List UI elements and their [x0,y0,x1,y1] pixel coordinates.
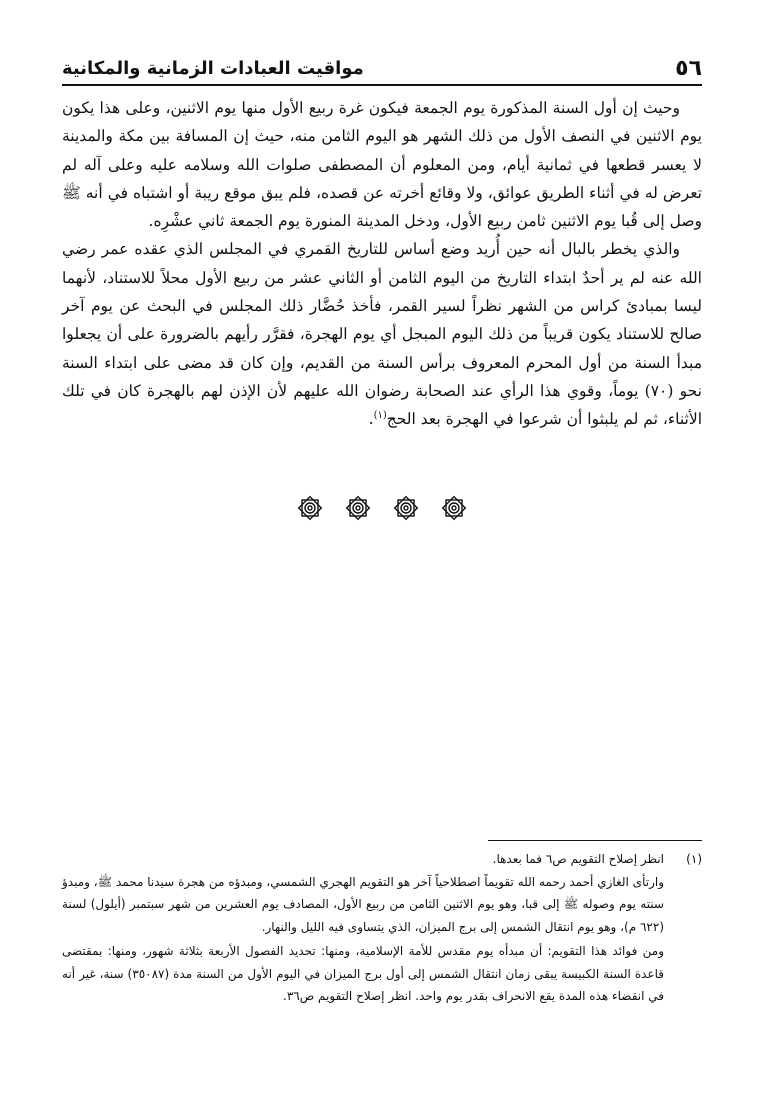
footnotes [62,848,702,1008]
ornament-icon [343,493,373,523]
footnote-paragraph: ومن فوائد هذا التقويم: أن مبدأه يوم مقدس للأمة الإسلامية، ومنها: تحديد الفصول الأربعة بثلاثة شهور، ومنها: بمقتضى قاعدة السنة الكبيسة يبقى زمان انتقال الشمس إلى أول برج الميزان في اليوم الأول من السنة مدة (٣٥٠٨٧) سنة، غير أنه في انقضاء هذه المدة يقع الانحراف بقدر يوم واحد. انظر إصلاح التقويم ص٣٦. [62,944,665,1003]
ornament-icon [391,493,421,523]
running-title: مواقيت العبادات الزمانية والمكانية [62,57,364,79]
body-text [62,94,702,434]
footnote-paragraph: وارتأى الغازي أحمد رحمه الله تقويماً اصطلاحياً آخر هو التقويم الهجري الشمسي، ومبدؤه من هجرة سيدنا محمد ﷺ، ومبدؤ سنته يوم وصوله ﷺ إلى قبا، وهو يوم الاثنين الثامن من ربيع الأول، المصادف يوم العشرين من شهر سبتمبر (أيلول) لسنة (٦٢٢ م)، وهو يوم انتقال الشمس إلى برج الميزان، الذي يتساوى فيه الليل والنهار. [62,874,664,934]
body-paragraph: وحيث إن أول السنة المذكورة يوم الجمعة فيكون غرة ربيع الأول منها يوم الاثنين، وعلى هذا يكون يوم الاثنين في النصف الأول من ذلك الشهر هو اليوم الثامن منه، حيث إن المسافة بين مكة والمدينة لا يعسر قطعها في ثمانية أيام، ومن المعلوم أن المصطفى صلوات الله وسلامه عليه وعلى آله لم تعرض له في أثناء الطريق عوائق، ولا وقائع أخرته عن قصده، فلم يبق موقع ريبة أو اشتباه في أنه ﷺ وصل إلى قُبا يوم الاثنين ثامن ربيع الأول، ودخل المدينة المنورة يوم الجمعة ثاني عشْرِه. [62,99,702,231]
section-divider [62,493,702,525]
closing-period: . [368,410,374,429]
paragraph-text: والذي يخطر بالبال أنه حين أُريد وضع أساس للتاريخ القمري في المجلس الذي عقده عمر رضي الله عنه لم ير أحدٌ ابتداء التاريخ من اليوم الثامن أو الثاني عشر من ربيع الأول محلاً للاستناد، لأنهما ليسا بمبادئ كراس من الشهر نظراً لسير القمر، فأخذ حُضَّار ذلك المجلس في البحث عن يوم آخر صالح للاستناد يكون قريباً من ذلك اليوم المبجل أي يوم الهجرة، فقرَّر رأيهم بالضرورة على أن يجعلوا مبدأ السنة من أول المحرم المعروف برأس السنة من القديم، وإن كان قد مضى على ابتداء السنة نحو (٧٠) يوماً، وقوي هذا الرأي عند الصحابة رضوان الله عليهم لأن الإذن لهم بالهجرة كان في تلك الأثناء، ثم لم يلبثوا أن شرعوا في الهجرة بعد الحج [62,240,702,429]
body-paragraph [62,235,702,433]
ornament-icon [295,493,325,523]
footnote-body [62,848,664,1008]
footnote-line: انظر إصلاح التقويم ص٦ فما بعدها. [492,852,664,866]
footnote [62,848,702,1008]
footnote-reference[interactable]: (١) [373,410,387,422]
footnote-separator [488,840,702,841]
footnote-number: (١) [686,852,702,866]
page-header [62,52,702,86]
page-number: ٥٦ [675,55,702,81]
ornament-icon [439,493,469,523]
